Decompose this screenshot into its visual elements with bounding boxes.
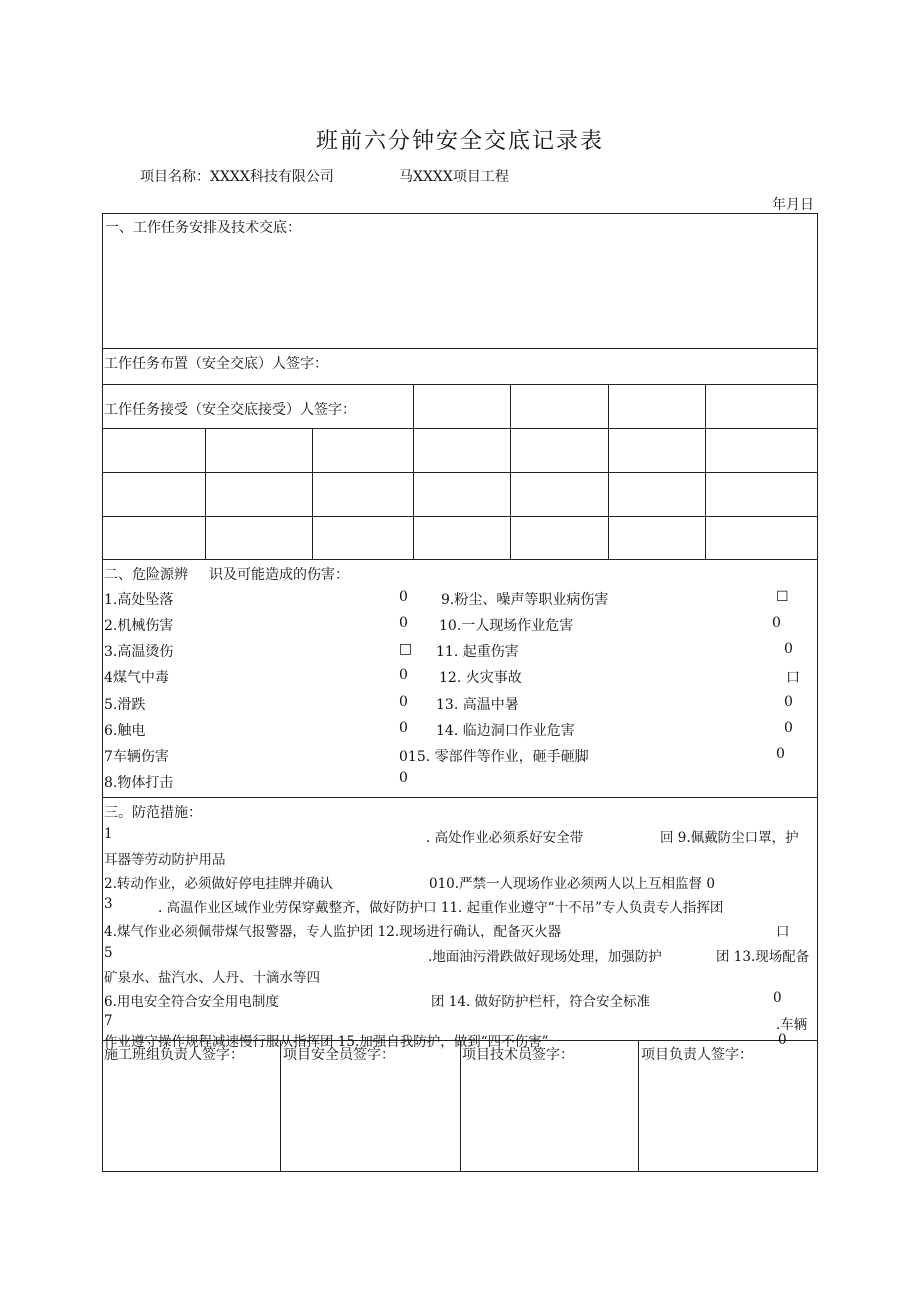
hazard-item: 9.粉尘、噪声等职业病伤害 bbox=[441, 592, 609, 608]
row-divider bbox=[102, 428, 818, 429]
row-divider bbox=[102, 516, 818, 517]
row-divider bbox=[102, 797, 818, 798]
hazard-item: 10.一人现场作业危害 bbox=[439, 618, 574, 634]
measure-number: 1 bbox=[104, 826, 113, 842]
measure-number: 5 bbox=[104, 945, 113, 961]
safety-officer-signature-label: 项目安全员签字： bbox=[283, 1047, 395, 1063]
hazard-check: ☐ bbox=[776, 589, 789, 605]
measure-text: 团 13.现场配备 bbox=[716, 949, 810, 965]
hazard-item: 8.物体打击 bbox=[104, 775, 174, 791]
page-title: 班前六分钟安全交底记录表 bbox=[315, 129, 604, 154]
hazard-check: 0 bbox=[776, 746, 785, 762]
hazard-check: 0 bbox=[772, 615, 781, 631]
project-manager-signature-label: 项目负责人签字： bbox=[641, 1047, 753, 1063]
tech-officer-signature-label: 项目技术员签字： bbox=[462, 1047, 574, 1063]
hazard-check: 0 bbox=[399, 667, 408, 683]
hazard-item: 7车辆伤害 bbox=[104, 749, 169, 765]
col-divider bbox=[705, 384, 706, 559]
hazard-item: 6.触电 bbox=[104, 723, 146, 739]
section2-heading: 二、危险源辨 bbox=[104, 567, 188, 583]
measure-text: 团 14. 做好防护栏杆，符合安全标准 bbox=[431, 994, 651, 1010]
col-divider bbox=[460, 1040, 461, 1171]
team-leader-signature-label: 施工班组负责人签字： bbox=[104, 1047, 244, 1063]
receive-signature-label: 工作任务接受（安全交底接受）人签字： bbox=[104, 402, 356, 418]
clipped-line-container bbox=[102, 1030, 817, 1050]
hazard-check: 0 bbox=[399, 615, 408, 631]
measure-number: 7 bbox=[104, 1013, 113, 1029]
measure-text: 作业遵守操作规程减速慢行服从指挥团 15.加强自我防护，做到“四不伤害” bbox=[104, 1034, 549, 1050]
hazard-item: 1.高处坠落 bbox=[104, 592, 174, 608]
row-divider bbox=[102, 559, 818, 560]
col-divider bbox=[312, 428, 313, 559]
date-label: 年月日 bbox=[772, 197, 814, 213]
measure-text: . 高温作业区域作业劳保穿戴整齐，做好防护口 11. 起重作业遵守“十不吊”专人负责专人指挥团 bbox=[158, 900, 724, 916]
table-border-left bbox=[102, 213, 103, 1172]
section3-heading: 三。防范措施： bbox=[104, 805, 202, 821]
hazard-item: 3.高温烫伤 bbox=[104, 644, 174, 660]
col-divider bbox=[205, 428, 206, 559]
row-divider bbox=[102, 348, 818, 349]
hazard-item: 13. 高温中暑 bbox=[436, 697, 519, 713]
section2-heading-cont: 识及可能造成的伤害： bbox=[209, 567, 349, 583]
hazard-check: 0 bbox=[399, 589, 408, 605]
hazard-check: 0 bbox=[784, 641, 793, 657]
hazard-item: 4煤气中毒 bbox=[104, 670, 169, 686]
project-title: 马XXXX项目工程 bbox=[399, 169, 509, 185]
assign-signature-label: 工作任务布置（安全交底）人签字： bbox=[104, 356, 328, 372]
row-divider bbox=[102, 472, 818, 473]
table-border-bottom bbox=[102, 1171, 818, 1172]
hazard-check: 0 bbox=[784, 694, 793, 710]
project-name-label: 项目名称：XXXX科技有限公司 bbox=[140, 169, 334, 185]
measure-check: 口 bbox=[776, 924, 790, 940]
measure-check: 0 bbox=[778, 1032, 787, 1048]
hazard-item: 14. 临边洞口作业危害 bbox=[436, 723, 575, 739]
col-divider bbox=[510, 384, 511, 559]
hazard-item: 5.滑跌 bbox=[104, 697, 146, 713]
measure-text: . 高处作业必须系好安全带 bbox=[426, 830, 584, 846]
measure-text: 4.煤气作业必须佩带煤气报警器，专人监护团 12.现场进行确认，配备灭火器 bbox=[104, 924, 562, 940]
hazard-item: 11. 起重伤害 bbox=[436, 644, 519, 660]
section1-heading: 一、工作任务安排及技术交底： bbox=[105, 220, 301, 236]
measure-text: 回 9.佩戴防尘口罩，护 bbox=[660, 830, 799, 846]
measure-number: 3 bbox=[104, 896, 113, 912]
hazard-check: 0 bbox=[399, 770, 408, 786]
hazard-item: 015. 零部件等作业，砸手砸脚 bbox=[399, 749, 589, 765]
hazard-check: 0 bbox=[399, 720, 408, 736]
col-divider bbox=[413, 384, 414, 559]
hazard-item: 12. 火灾事故 bbox=[439, 670, 522, 686]
hazard-check: 口 bbox=[786, 670, 800, 686]
measure-text: 010.严禁一人现场作业必须两人以上互相监督 0 bbox=[429, 876, 715, 892]
measure-text: 6.用电安全符合安全用电制度 bbox=[104, 994, 279, 1010]
hazard-item: 2.机械伤害 bbox=[104, 618, 174, 634]
row-divider bbox=[102, 384, 818, 385]
hazard-check: 0 bbox=[399, 694, 408, 710]
measure-text: .车辆 bbox=[776, 1017, 808, 1033]
hazard-check: 0 bbox=[784, 720, 793, 736]
table-border-top bbox=[102, 213, 818, 214]
measure-text: .地面油污滑跌做好现场处理，加强防护 bbox=[428, 949, 662, 965]
measure-check: 0 bbox=[773, 990, 782, 1006]
hazard-check: □ bbox=[399, 641, 413, 657]
measure-text: 耳器等劳动防护用品 bbox=[104, 852, 226, 868]
measure-text: 2.转动作业，必须做好停电挂牌并确认 bbox=[104, 876, 333, 892]
col-divider bbox=[280, 1040, 281, 1171]
table-border-right bbox=[817, 213, 818, 1172]
col-divider bbox=[638, 1040, 639, 1171]
col-divider bbox=[608, 384, 609, 559]
measure-text: 矿泉水、盐汽水、人丹、十滴水等四 bbox=[104, 970, 320, 986]
